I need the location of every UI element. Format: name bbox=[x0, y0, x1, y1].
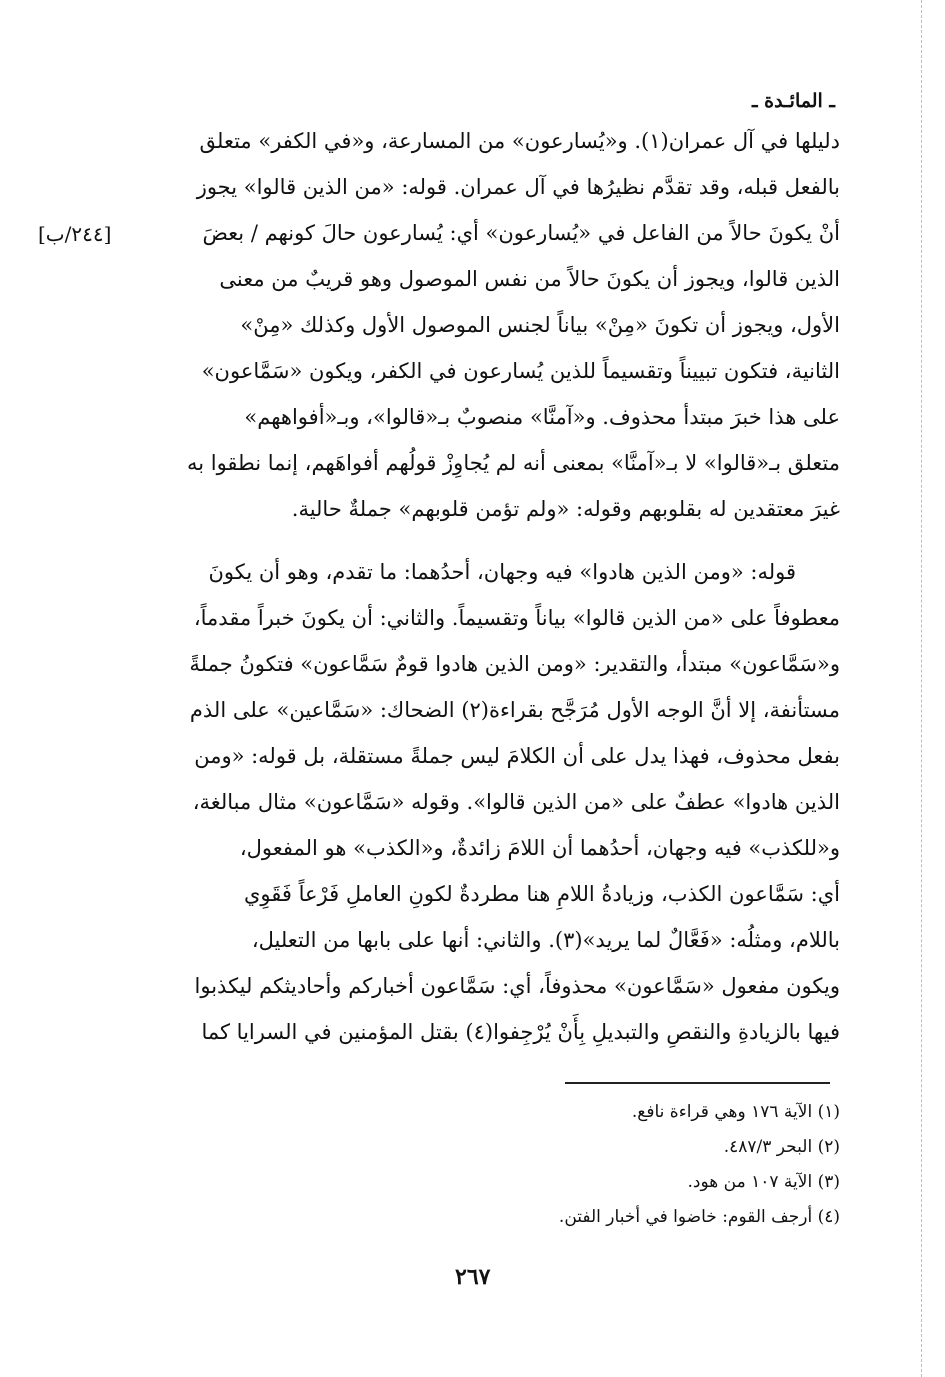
text-line: أنْ يكونَ حالاً من الفاعل في «يُسارعون» أي: يُسارعون حالَ كونهم / بعضَ bbox=[202, 221, 840, 245]
footnote: (١) الآية ١٧٦ وهي قراءة نافع. bbox=[631, 1102, 840, 1122]
text-line: على هذا خبرَ مبتدأ محذوف. و«آمنَّا» منصوبٌ بـ«قالوا»، وبـ«أفواههم» bbox=[244, 405, 840, 429]
text-line: بالفعل قبله، وقد تقدَّم نظيرُها في آل عمران. قوله: «من الذين قالوا» يجوز bbox=[196, 175, 840, 199]
text-line: دليلها في آل عمران(١). و«يُسارعون» من المسارعة، و«في الكفر» متعلق bbox=[199, 129, 840, 153]
text-line: الأول، ويجوز أن تكونَ «مِنْ» بياناً لجنس الموصول الأول وكذلك «مِنْ» bbox=[240, 313, 840, 337]
text-line: فيها بالزيادةِ والنقصِ والتبديلِ بِأَنْ يُرْجِفوا(٤) بقتل المؤمنين في السرايا كما bbox=[201, 1020, 840, 1044]
running-header: ـ المائـدة ـ bbox=[752, 90, 835, 112]
text-line: أي: سَمَّاعون الكذب، وزيادةُ اللامِ هنا مطردةٌ لكونِ العاملِ فَرْعاً فَقَوِي bbox=[244, 882, 840, 906]
page-number: ٢٦٧ bbox=[455, 1264, 491, 1290]
text-line: متعلق بـ«قالوا» لا بـ«آمنَّا» بمعنى أنه لم يُجاوِزْ قولُهم أفواهَهم، إنما نطقوا به bbox=[186, 451, 840, 475]
text-line: قوله: «ومن الذين هادوا» فيه وجهان، أحدُهما: ما تقدم، وهو أن يكونَ bbox=[208, 560, 796, 584]
paragraph-1 bbox=[105, 118, 840, 532]
manuscript-folio-note: [٢٤٤/ب] bbox=[38, 222, 112, 246]
footnote: (٢) البحر ٤٨٧/٣. bbox=[723, 1137, 840, 1157]
footnotes bbox=[340, 1095, 840, 1235]
footnote: (٣) الآية ١٠٧ من هود. bbox=[687, 1172, 840, 1192]
paragraph-2 bbox=[105, 549, 840, 1055]
text-line: باللام، ومثلُه: «فَعَّالٌ لما يريد»(٣). والثاني: أنها على بابها من التعليل، bbox=[251, 928, 840, 952]
text-line: بفعل محذوف، فهذا يدل على أن الكلامَ ليس جملةً مستقلة، بل قوله: «ومن bbox=[194, 744, 840, 768]
text-line: غيرَ معتقدين له بقلوبهم وقوله: «ولم تؤمن قلوبهم» جملةٌ حالية. bbox=[291, 497, 840, 521]
text-line: مستأنفة، إلا أنَّ الوجه الأول مُرَجَّح بقراءة(٢) الضحاك: «سَمَّاعين» على الذم bbox=[189, 698, 840, 722]
page-cut-line bbox=[921, 0, 922, 1377]
text-line: معطوفاً على «من الذين قالوا» بياناً وتقسيماً. والثاني: أن يكونَ خبراً مقدماً، bbox=[193, 606, 840, 630]
text-line: الذين قالوا، ويجوز أن يكونَ حالاً من نفس الموصول وهو قريبٌ من معنى bbox=[219, 267, 840, 291]
footnote: (٤) أرجف القوم: خاضوا في أخبار الفتن. bbox=[558, 1207, 840, 1227]
footnote-separator bbox=[565, 1082, 830, 1084]
text-line: ويكون مفعول «سَمَّاعون» محذوفاً، أي: سَمَّاعون أخباركم وأحاديثكم ليكذبوا bbox=[194, 974, 840, 998]
text-line: الثانية، فتكون تبييناً وتقسيماً للذين يُسارعون في الكفر، ويكون «سَمَّاعون» bbox=[201, 359, 840, 383]
text-line: الذين هادوا» عطفٌ على «من الذين قالوا». وقوله «سَمَّاعون» مثال مبالغة، bbox=[192, 790, 840, 814]
text-line: و«للكذب» فيه وجهان، أحدُهما أن اللامَ زائدةٌ، و«الكذب» هو المفعول، bbox=[239, 836, 840, 860]
text-line: و«سَمَّاعون» مبتدأ، والتقدير: «ومن الذين هادوا قومٌ سَمَّاعون» فتكونُ جملةً bbox=[189, 652, 840, 676]
